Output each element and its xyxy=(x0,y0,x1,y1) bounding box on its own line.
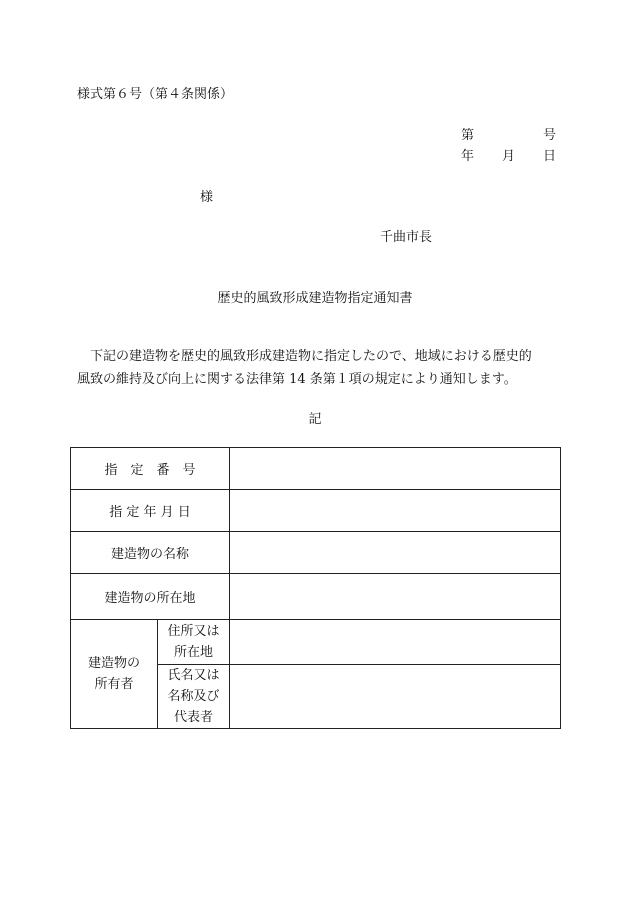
date-month: 月 xyxy=(501,149,515,164)
ki-heading: 記 xyxy=(308,412,322,427)
table-row xyxy=(71,620,561,665)
table-row xyxy=(71,574,561,620)
table-row xyxy=(71,532,561,574)
designation-table xyxy=(70,447,561,729)
form-number: 様式第６号（第４条関係） xyxy=(77,87,234,102)
date-day: 日 xyxy=(542,149,556,164)
value-building-name[interactable] xyxy=(230,532,561,574)
label-building-name: 建造物の名称 xyxy=(71,532,230,574)
table-row xyxy=(71,448,561,490)
label-owner-address: 住所又は所在地 xyxy=(158,620,230,665)
addressee-suffix: 様 xyxy=(200,190,214,205)
label-building-location: 建造物の所在地 xyxy=(71,574,230,620)
value-owner-address[interactable] xyxy=(230,620,561,665)
label-designation-number: 指 定 番 号 xyxy=(71,448,230,490)
date-year: 年 xyxy=(461,149,475,164)
label-designation-date: 指 定 年 月 日 xyxy=(71,490,230,532)
document-title: 歴史的風致形成建造物指定通知書 xyxy=(217,291,413,306)
value-building-location[interactable] xyxy=(230,574,561,620)
number-prefix: 第 xyxy=(461,128,475,143)
number-suffix: 号 xyxy=(542,128,556,143)
date-line xyxy=(461,145,556,164)
body-line-2: 風致の維持及び向上に関する法律第 14 条第１項の規定により通知します。 xyxy=(77,372,517,387)
document-number-line xyxy=(461,124,556,143)
label-owner: 建造物の所有者 xyxy=(71,620,158,729)
body-text xyxy=(77,345,561,391)
label-owner-name: 氏名又は名称及び代表者 xyxy=(158,665,230,729)
value-designation-number[interactable] xyxy=(230,448,561,490)
sender-title: 千曲市長 xyxy=(380,230,433,245)
value-owner-name[interactable] xyxy=(230,665,561,729)
table-row xyxy=(71,490,561,532)
body-line-1: 下記の建造物を歴史的風致形成建造物に指定したので、地域における歴史的 xyxy=(77,349,532,364)
value-designation-date[interactable] xyxy=(230,490,561,532)
